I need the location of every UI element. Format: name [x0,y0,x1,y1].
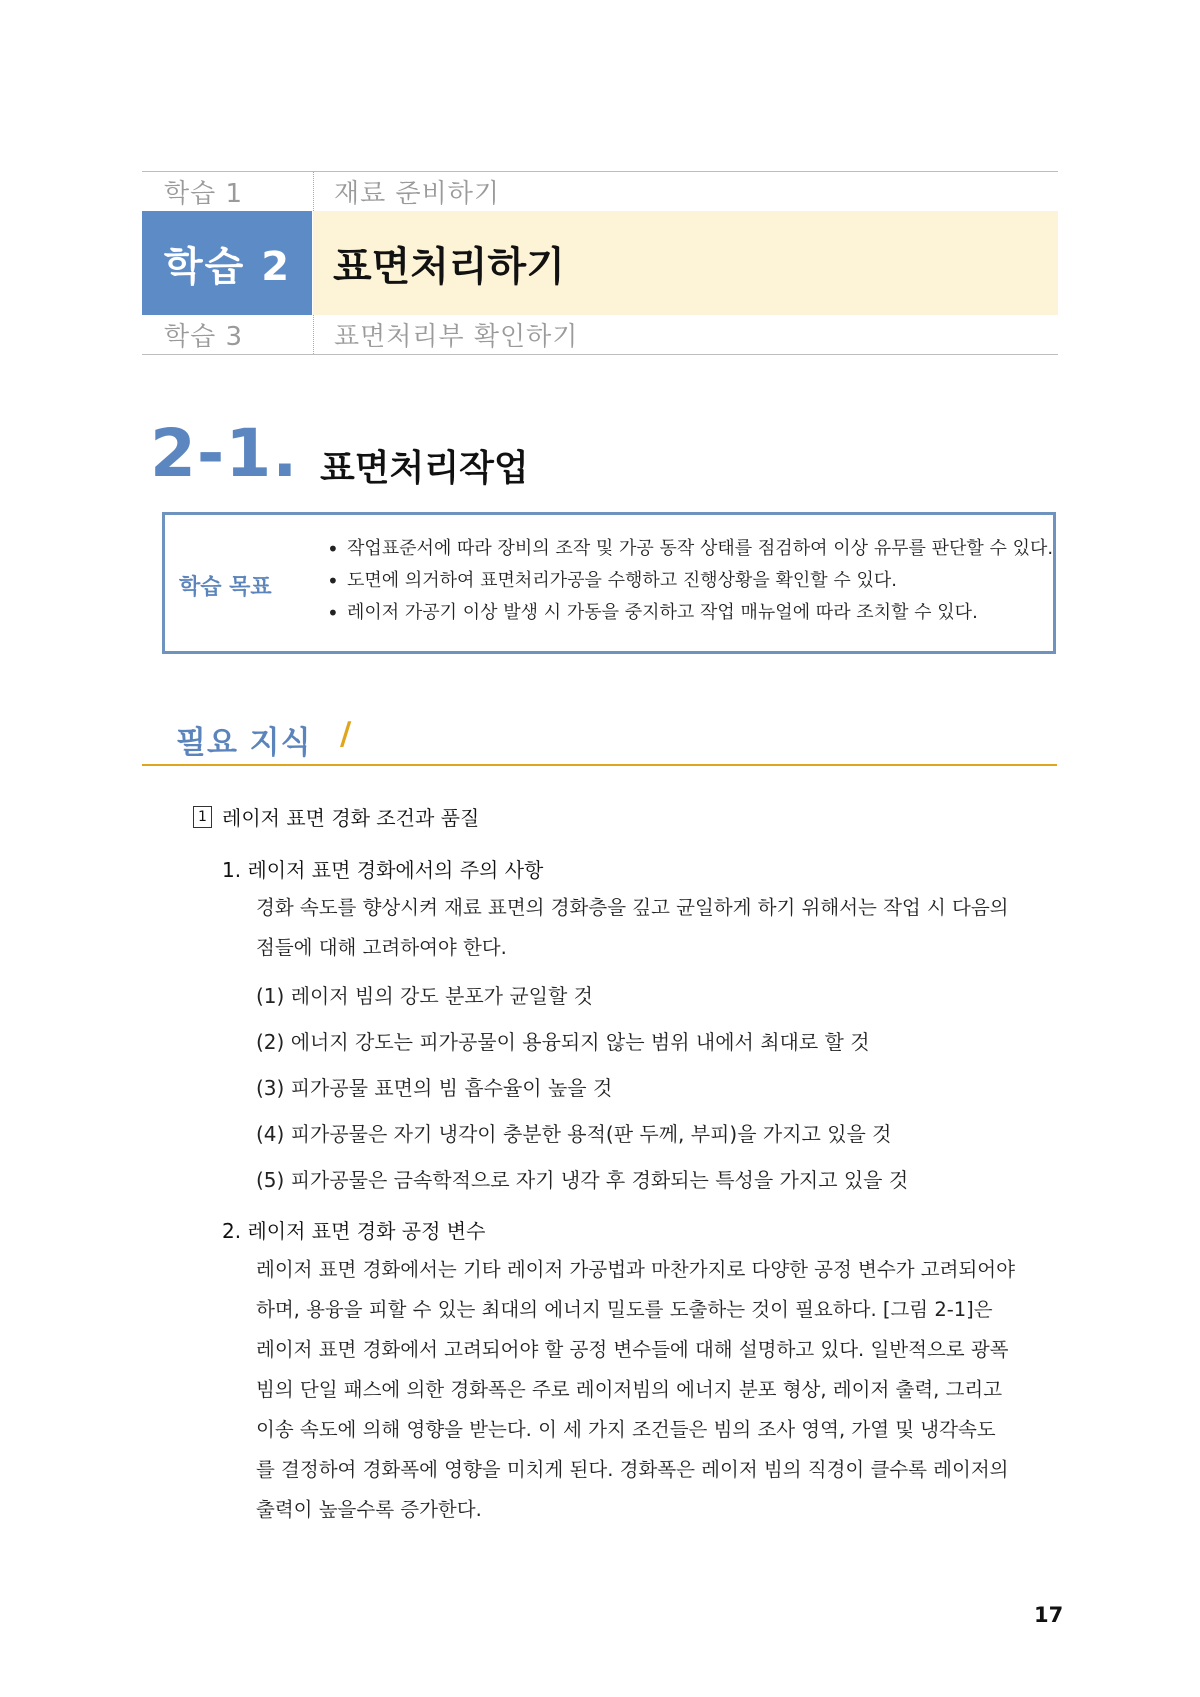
learning-objectives-box [162,512,1056,654]
list-item: (5) 피가공물은 금속학적으로 자기 냉각 후 경화되는 특성을 가지고 있을 것 [256,1168,909,1192]
paragraph-line: 이송 속도에 의해 영향을 받는다. 이 세 가지 조건들은 빔의 조사 영역, 가열 및 냉각속도 [256,1418,996,1441]
list-item: (3) 피가공물 표면의 빔 흡수율이 높을 것 [256,1076,613,1100]
unit-number: 학습 1 [164,179,244,209]
paragraph-line: 빔의 단일 패스에 의한 경화폭은 주로 레이저빔의 에너지 분포 형상, 레이저 출력, 그리고 [256,1378,1003,1401]
paragraph-line: 레이저 표면 경화에서 고려되어야 할 공정 변수들에 대해 설명하고 있다. 일반적으로 광폭 [256,1338,1009,1361]
topic-heading [193,802,479,831]
unit-number: 학습 2 [164,243,292,290]
section-number: 2-1. [150,415,299,492]
unit-row-1 [142,171,1058,211]
section-title: 표면처리작업 [320,448,529,489]
paragraph-1 [256,888,1009,968]
topic-number-box: 1 [193,806,212,828]
page-number: 17 [1034,1603,1064,1627]
knowledge-underline [142,764,1057,766]
paragraph-line: 하며, 용융을 피할 수 있는 최대의 에너지 밀도를 도출하는 것이 필요하다. [그림 2-1]은 [256,1298,993,1321]
knowledge-title: 필요 지식 [176,725,312,761]
paragraph-line: 를 결정하여 경화폭에 영향을 미치게 된다. 경화폭은 레이저 빔의 직경이 클수록 레이저의 [256,1458,1009,1481]
paragraph-line: 레이저 표면 경화에서는 기타 레이저 가공법과 마찬가지로 다양한 공정 변수가 고려되어야 [256,1258,1015,1281]
learning-unit-table [142,171,1058,354]
objectives-label: 학습 목표 [179,575,272,600]
unit-title: 재료 준비하기 [334,179,500,209]
knowledge-slash: / [340,716,352,752]
paragraph-line: 경화 속도를 향상시켜 재료 표면의 경화층을 깊고 균일하게 하기 위해서는 작업 시 다음의 [256,896,1009,919]
paragraph-line: 점들에 대해 고려하여야 한다. [256,936,507,959]
unit-number: 학습 3 [164,322,244,352]
unit-title: 표면처리부 확인하기 [334,322,579,352]
list-item: (1) 레이저 빔의 강도 분포가 균일할 것 [256,984,593,1008]
unit-row-2-current [142,211,1058,315]
paragraph-line: 출력이 높을수록 증가한다. [256,1498,482,1521]
subheading-1: 1. 레이저 표면 경화에서의 주의 사항 [222,858,544,882]
paragraph-2 [256,1250,1015,1530]
objectives-list [325,533,1053,629]
objective-item: • 도면에 의거하여 표면처리가공을 수행하고 진행상황을 확인할 수 있다. [325,565,1053,597]
list-item: (4) 피가공물은 자기 냉각이 충분한 용적(판 두께, 부피)을 가지고 있을 것 [256,1122,892,1146]
objective-item: • 작업표준서에 따라 장비의 조작 및 가공 동작 상태를 점검하여 이상 유무를 판단할 수 있다. [325,533,1053,565]
objective-item: • 레이저 가공기 이상 발생 시 가동을 중지하고 작업 매뉴얼에 따라 조치할 수 있다. [325,597,1053,629]
topic-heading-text: 레이저 표면 경화 조건과 품질 [222,806,480,830]
unit-title: 표면처리하기 [333,243,565,290]
list-item: (2) 에너지 강도는 피가공물이 용융되지 않는 범위 내에서 최대로 할 것 [256,1030,870,1054]
unit-row-3 [142,315,1058,355]
subheading-2: 2. 레이저 표면 경화 공정 변수 [222,1219,486,1243]
